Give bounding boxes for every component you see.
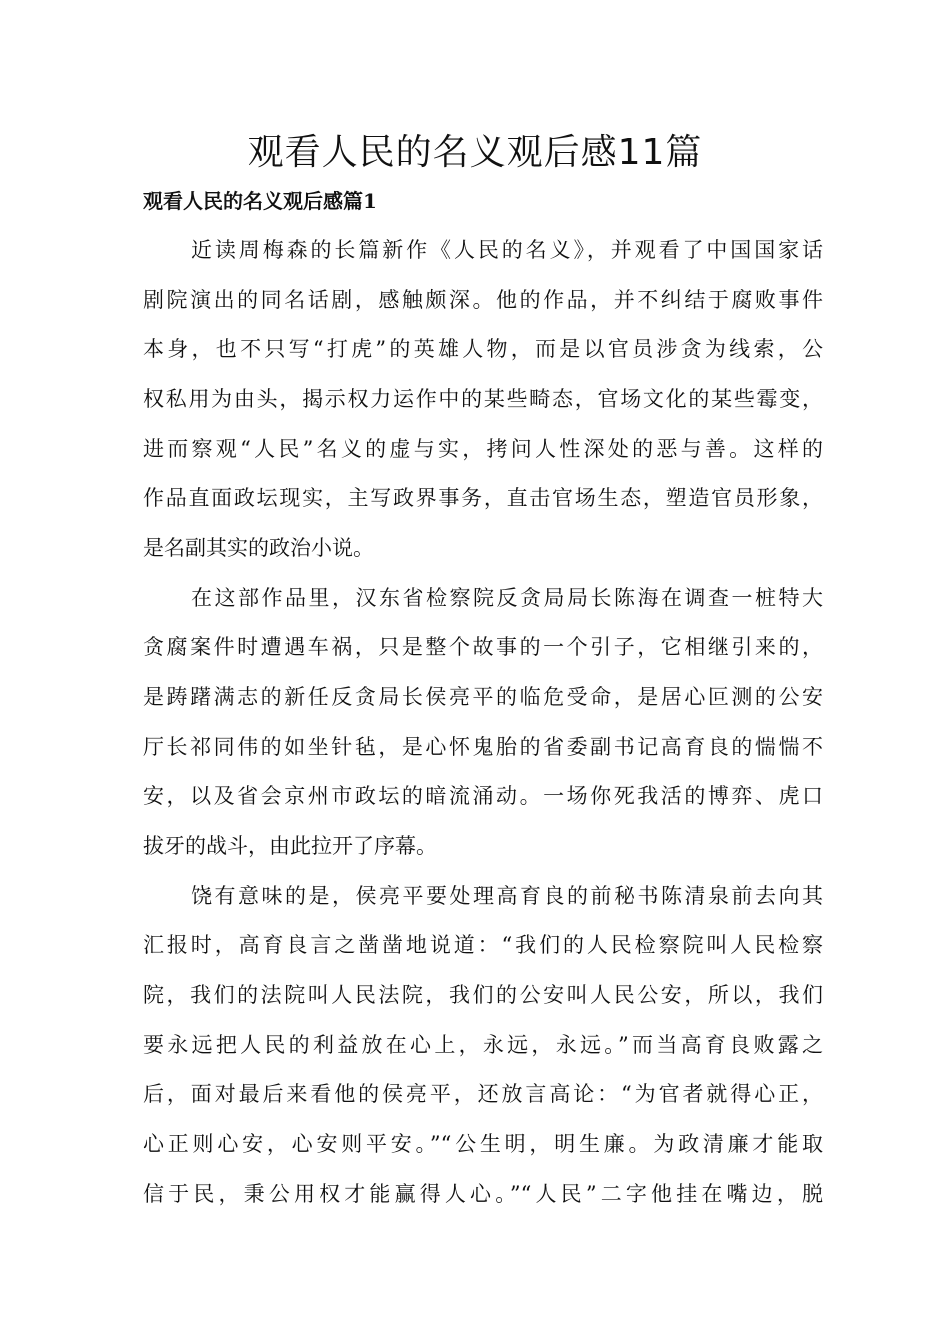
- text-line: 心正则心安，心安则平安。”“公生明，明生廉。为政清廉才能取: [143, 1132, 823, 1156]
- text-line: 后，面对最后来看他的侯亮平，还放言高论：“为官者就得心正，: [143, 1082, 823, 1106]
- text-line: 是踌躇满志的新任反贪局长侯亮平的临危受命，是居心叵测的公安: [143, 685, 823, 709]
- text-line: 院，我们的法院叫人民法院，我们的公安叫人民公安，所以，我们: [143, 983, 823, 1007]
- text-line: 信于民，秉公用权才能赢得人心。”“人民”二字他挂在嘴边，脱: [143, 1182, 823, 1206]
- text-line: 剧院演出的同名话剧，感触颇深。他的作品，并不纠结于腐败事件: [143, 288, 823, 312]
- text-line: 贪腐案件时遭遇车祸，只是整个故事的一个引子，它相继引来的，: [143, 635, 823, 659]
- section-heading: 观看人民的名义观后感篇1: [143, 189, 377, 213]
- text-line: 进而察观“人民”名义的虚与实，拷问人性深处的恶与善。这样的: [143, 437, 823, 461]
- text-line: 作品直面政坛现实，主写政界事务，直击官场生态，塑造官员形象，: [143, 486, 823, 510]
- text-line: 厅长祁同伟的如坐针毡，是心怀鬼胎的省委副书记高育良的惴惴不: [143, 735, 823, 759]
- document-title: 观看人民的名义观后感11篇: [247, 132, 703, 173]
- text-line: 权私用为由头，揭示权力运作中的某些畸态，官场文化的某些霉变，: [143, 387, 823, 411]
- text-line: 是名副其实的政治小说。: [143, 536, 374, 560]
- text-line: 本身，也不只写“打虎”的英雄人物，而是以官员涉贪为线索，公: [143, 337, 823, 361]
- text-line: 在这部作品里，汉东省检察院反贪局局长陈海在调查一桩特大: [191, 586, 823, 610]
- text-line: 汇报时，高育良言之凿凿地说道：“我们的人民检察院叫人民检察: [143, 933, 823, 957]
- text-line: 近读周梅森的长篇新作《人民的名义》，并观看了中国国家话: [191, 238, 823, 262]
- text-line: 要永远把人民的利益放在心上，永远，永远。”而当高育良败露之: [143, 1033, 823, 1057]
- text-line: 拔牙的战斗，由此拉开了序幕。: [143, 834, 437, 858]
- text-line: 安，以及省会京州市政坛的暗流涌动。一场你死我活的博弈、虎口: [143, 784, 823, 808]
- text-line: 饶有意味的是，侯亮平要处理高育良的前秘书陈清泉前去向其: [191, 884, 823, 908]
